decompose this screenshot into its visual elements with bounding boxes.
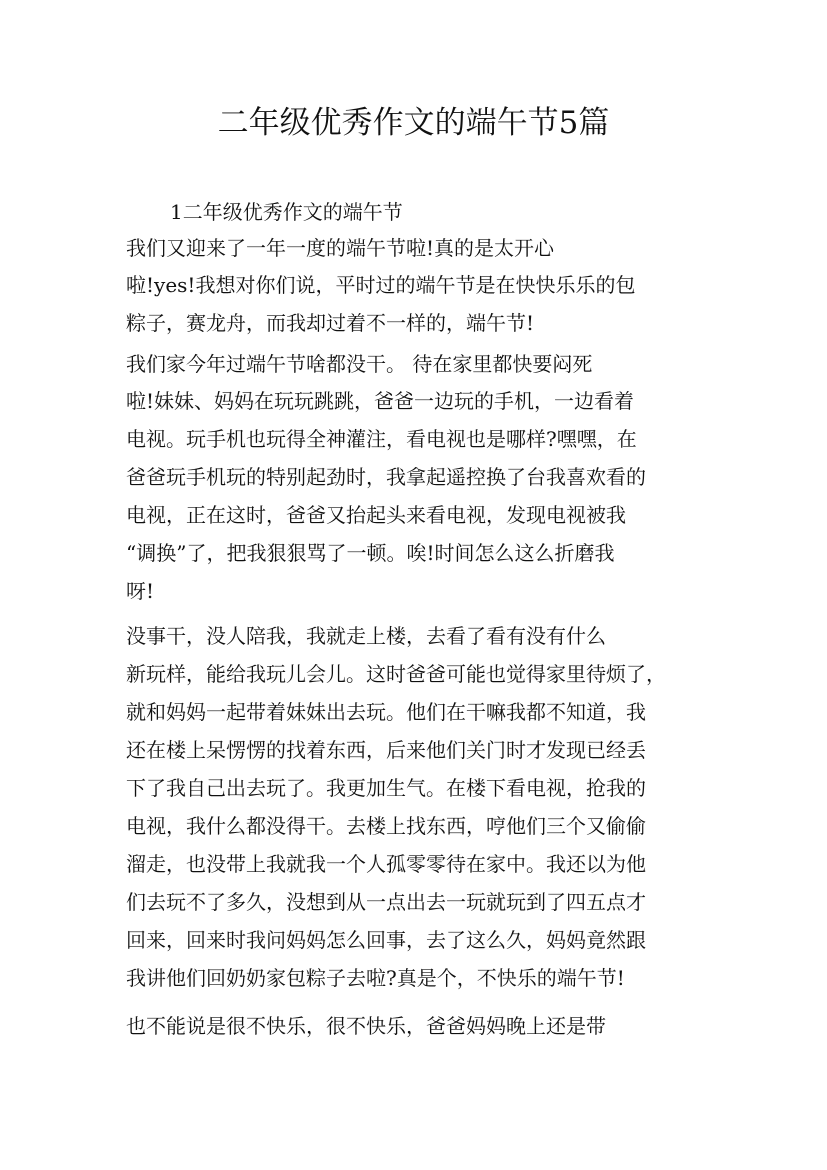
paragraph-line: 没事干，没人陪我，我就走上楼，去看了看有没有什么: [126, 624, 606, 648]
paragraph-line: 啦!妹妹、妈妈在玩玩跳跳，爸爸一边玩的手机，一边看着: [126, 389, 635, 413]
paragraph-line: “调换”了，把我狠狠骂了一顿。唉!时间怎么这么折磨我: [126, 541, 615, 565]
paragraph-line: 我讲他们回奶奶家包粽子去啦?真是个，不快乐的端午节!: [126, 966, 625, 990]
paragraph-line: 我们又迎来了一年一度的端午节啦!真的是太开心: [126, 236, 555, 260]
paragraph-line: 呀!: [126, 579, 155, 603]
paragraph-line: 还在楼上呆愣愣的找着东西，后来他们关门时才发现已经丢: [126, 738, 646, 762]
paragraph-line: 也不能说是很不快乐，很不快乐，爸爸妈妈晚上还是带: [126, 1014, 606, 1038]
paragraph-line: 电视，正在这时，爸爸又抬起头来看电视，发现电视被我: [126, 503, 626, 527]
paragraph-line: 新玩样，能给我玩儿会儿。这时爸爸可能也觉得家里待烦了，: [126, 662, 666, 686]
section-heading: 1二年级优秀作文的端午节: [170, 200, 403, 224]
paragraph-line: 下了我自己出去玩了。我更加生气。在楼下看电视，抢我的: [126, 776, 646, 800]
paragraph-line: 电视。玩手机也玩得全神灌注，看电视也是哪样?嘿嘿，在: [126, 427, 637, 451]
paragraph-line: 就和妈妈一起带着妹妹出去玩。他们在干嘛我都不知道，我: [126, 700, 646, 724]
paragraph-line: 爸爸玩手机玩的特别起劲时，我拿起遥控换了台我喜欢看的: [126, 465, 646, 489]
paragraph-line: 们去玩不了多久，没想到从一点出去一玩就玩到了四五点才: [126, 890, 646, 914]
paragraph-line: 回来，回来时我问妈妈怎么回事，去了这么久，妈妈竟然跟: [126, 928, 646, 952]
paragraph-line: 啦!yes!我想对你们说，平时过的端午节是在快快乐乐的包: [126, 273, 636, 297]
document-title: 二年级优秀作文的端午节5篇: [217, 105, 610, 141]
paragraph-line: 我们家今年过端午节啥都没干。 待在家里都快要闷死: [126, 352, 593, 376]
paragraph-line: 电视，我什么都没得干。去楼上找东西，哼他们三个又偷偷: [126, 814, 646, 838]
paragraph-line: 粽子，赛龙舟，而我却过着不一样的，端午节!: [126, 311, 535, 335]
paragraph-line: 溜走，也没带上我就我一个人孤零零待在家中。我还以为他: [126, 852, 646, 876]
